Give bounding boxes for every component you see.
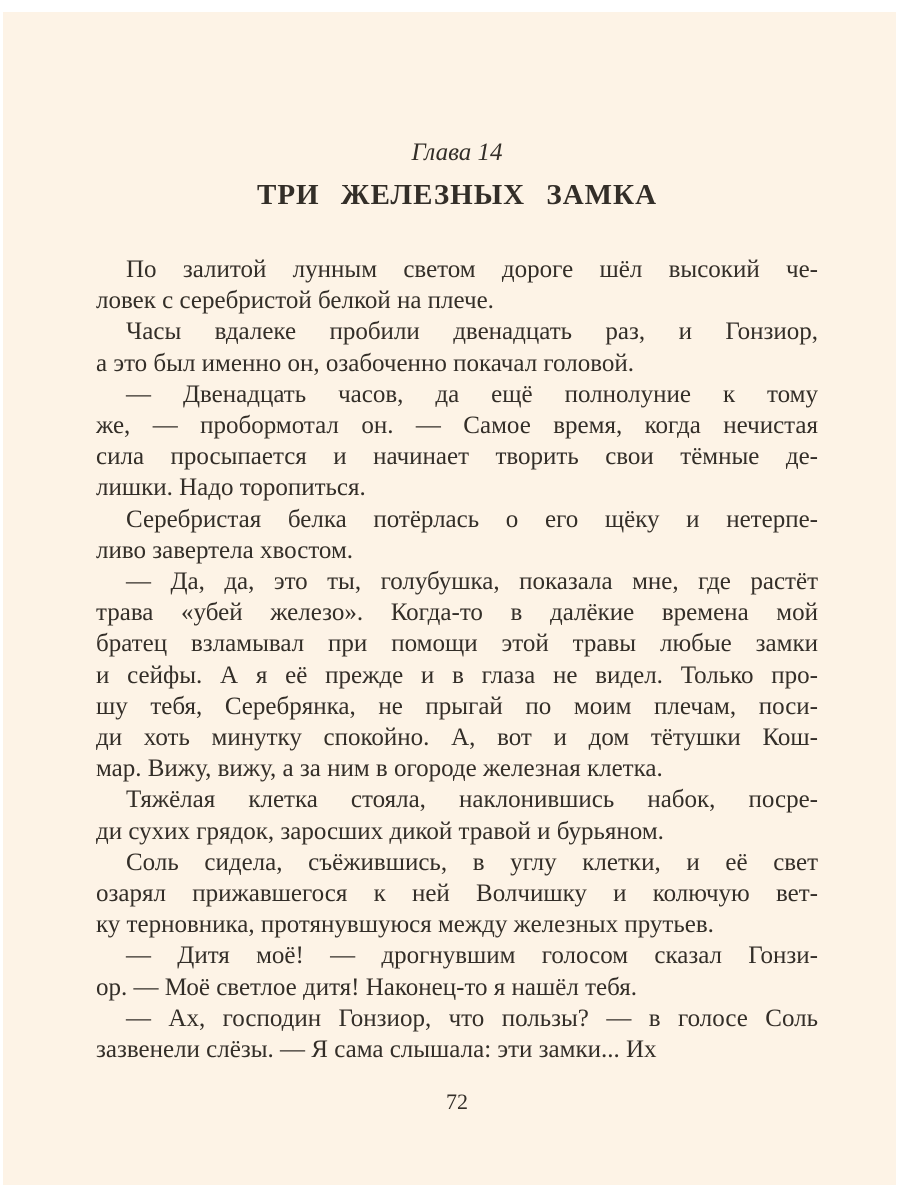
text-line: Соль сидела, съёжившись, в углу клетки, и её свет xyxy=(126,848,818,876)
text-line: озарял прижавшегося к ней Волчишку и колючую вет- xyxy=(96,880,818,908)
paragraph xyxy=(96,784,818,846)
text-line: ор. — Моё светлое дитя! Наконец-то я нашёл тебя. xyxy=(96,973,637,1001)
text-line: сила просыпается и начинает творить свои тёмные де- xyxy=(96,443,818,471)
page-number: 72 xyxy=(446,1089,468,1115)
text-line: ку терновника, протянувшуюся между железных прутьев. xyxy=(96,911,714,939)
paragraph xyxy=(96,254,818,316)
paragraph xyxy=(96,566,818,784)
paragraph xyxy=(96,1003,818,1065)
chapter-title: ТРИ ЖЕЛЕЗНЫХ ЗАМКА xyxy=(256,179,658,211)
text-column xyxy=(96,12,818,1115)
text-line: и сейфы. А я её прежде и в глаза не видел. Только про- xyxy=(96,661,818,689)
text-line: Часы вдалеке пробили двенадцать раз, и Гонзиор, xyxy=(126,318,818,346)
text-line: трава «убей железо». Когда-то в далёкие времена мой xyxy=(96,599,818,627)
text-line: Тяжёлая клетка стояла, наклонившись набок, посре- xyxy=(126,786,818,814)
text-line: Серебристая белка потёрлась о его щёку и нетерпе- xyxy=(126,505,818,533)
chapter-label: Глава 14 xyxy=(411,139,503,166)
text-line: ловек с серебристой белкой на плече. xyxy=(96,287,494,315)
text-line: — Да, да, это ты, голубушка, показала мне, где растёт xyxy=(126,568,818,596)
paragraph xyxy=(96,316,818,378)
text-line: зазвенели слёзы. — Я сама слышала: эти замки... Их xyxy=(96,1036,657,1064)
text-line: ди сухих грядок, заросших дикой травой и бурьяном. xyxy=(96,817,664,845)
text-line: шу тебя, Серебрянка, не прыгай по моим плечам, поси- xyxy=(96,692,818,720)
text-line: мар. Вижу, вижу, а за ним в огороде железная клетка. xyxy=(96,755,663,783)
book-page xyxy=(3,12,896,1185)
text-line: лишки. Надо торопиться. xyxy=(96,474,366,502)
paragraph xyxy=(96,940,818,1002)
text-line: — Двенадцать часов, да ещё полнолуние к тому xyxy=(126,380,818,408)
text-line: братец взламывал при помощи этой травы любые замки xyxy=(96,630,818,658)
text-line: ливо завертела хвостом. xyxy=(96,536,354,564)
body-text xyxy=(96,254,818,1065)
text-line: же, — пробормотал он. — Самое время, когда нечистая xyxy=(96,412,818,440)
text-line: а это был именно он, озабоченно покачал головой. xyxy=(96,349,634,377)
text-line: — Дитя моё! — дрогнувшим голосом сказал Гонзи- xyxy=(126,942,818,970)
paragraph xyxy=(96,504,818,566)
text-line: ди хоть минутку спокойно. А, вот и дом тётушки Кош- xyxy=(96,724,818,752)
text-line: — Ах, господин Гонзиор, что пользы? — в голосе Соль xyxy=(126,1004,818,1032)
paragraph xyxy=(96,379,818,504)
paragraph xyxy=(96,847,818,941)
text-line: По залитой лунным светом дороге шёл высокий че- xyxy=(126,256,818,283)
